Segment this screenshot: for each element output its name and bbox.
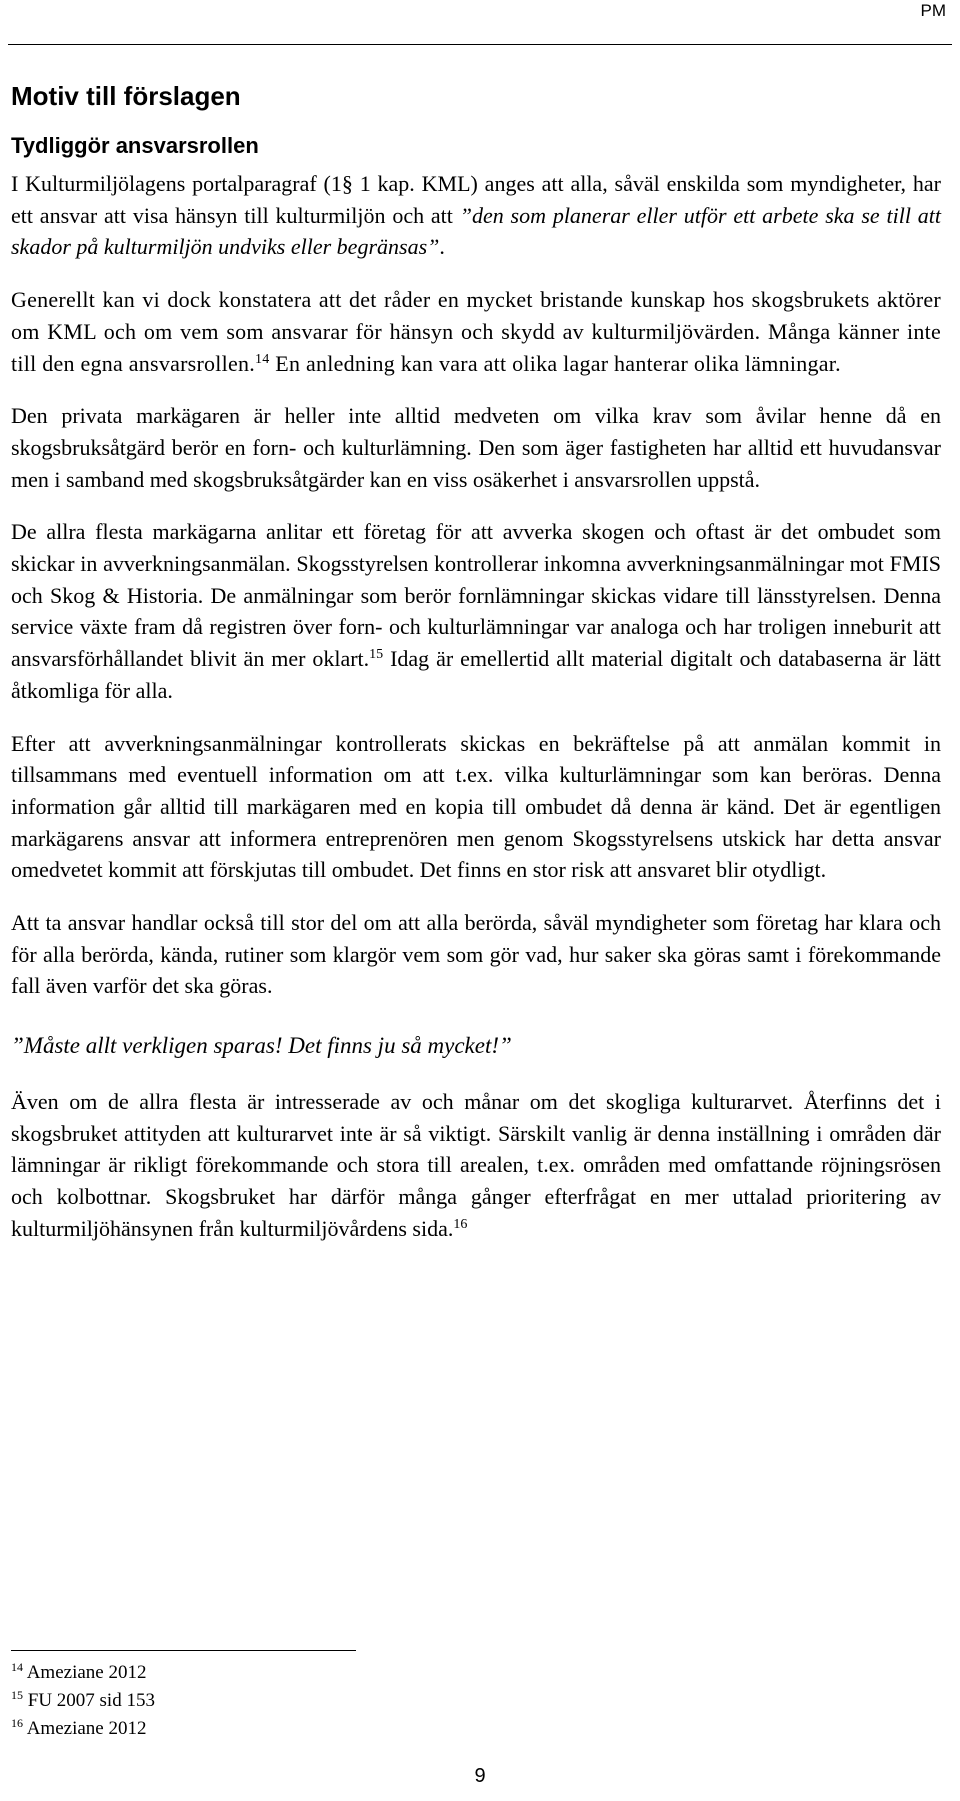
footnote-ref-14[interactable]: 14 (255, 351, 270, 367)
footnote (11, 1687, 155, 1715)
footnote-ref-16[interactable]: 16 (453, 1216, 468, 1232)
page-content (11, 80, 941, 1265)
footnote-divider (11, 1650, 356, 1651)
paragraph-6: Att ta ansvar handlar också till stor del om att alla berörda, såväl myndigheter som företag har klara och för alla berörda, kända, rutiner som klargör vem som gör vad, hur saker ska göras samt i förekommande fall även varför det ska göras. (11, 910, 941, 999)
page-number: 9 (474, 1765, 486, 1787)
paragraph-3: Den privata markägaren är heller inte alltid medveten om vilka krav som åvilar henne då en skogsbruksåtgärd berör en forn- och kulturlämning. Den som äger fastigheten har alltid ett huvudansvar men i samband med skogsbruksåtgärder kan en viss osäkerhet i ansvarsrollen uppstå. (11, 403, 941, 492)
paragraph-4-text-end: Idag är emellertid allt material digitalt och databaserna är lätt åtkomliga för alla. (11, 646, 941, 703)
paragraph-4 (11, 516, 941, 706)
paragraph-2 (11, 284, 941, 379)
footnote (11, 1659, 155, 1687)
paragraph-4-text: De allra flesta markägarna anlitar ett företag för att avverka skogen och oftast är det ombudet som skickar in avverkningsanmälan. Skogsstyrelsen kontrollerar inkomna avverkningsanmälningar mot FMIS och Skog & Historia. De anmälningar som berör fornlämningar skickas vidare till länsstyrelsen. Denna service växte fram då registren över forn- och kulturlämningar var analoga och har troligen inneburit att ansvarsförhållandet blivit än mer oklart. (11, 519, 941, 672)
header-divider (8, 44, 952, 45)
paragraph-5: Efter att avverkningsanmälningar kontrollerats skickas en bekräftelse på att anmälan kommit in tillsammans med eventuell information om att t.ex. vilka kulturlämningar som kan beröras. Denna information går alltid till markägaren med en kopia till ombudet då denna är känd. Det är egentligen markägarens ansvar att informera entreprenören men genom Skogsstyrelsens utskick har detta ansvar omedvetet kommit att förskjutas till ombudet. Det finns en stor risk att ansvaret blir otydligt. (11, 730, 941, 883)
page-header-label: PM (920, 1, 946, 20)
section-subheading: Tydliggör ansvarsrollen (11, 133, 259, 158)
paragraph-1 (11, 168, 941, 263)
footnotes (11, 1659, 155, 1743)
footnote-number: 15 (11, 1688, 23, 1702)
pull-quote: ”Måste allt verkligen sparas! Det finns ju så mycket!” (11, 1033, 512, 1059)
paragraph-2-text-end: En anledning kan vara att olika lagar hanterar olika lämningar. (269, 350, 841, 376)
paragraph-1-text: I Kulturmiljölagens portalparagraf (1§ 1 kap. KML) anges att alla, såväl enskilda som myndigheter, har ett ansvar att visa hänsyn till kulturmiljön och att (11, 171, 941, 228)
paragraph-1-quote: ”den som planerar eller utför ett arbete ska se till att skador på kulturmiljön undviks eller begränsas” (11, 202, 941, 260)
footnote-number: 16 (11, 1716, 23, 1730)
footnote-text: Ameziane 2012 (26, 1718, 147, 1739)
footnote (11, 1715, 155, 1743)
footnote-text: Ameziane 2012 (26, 1662, 147, 1683)
section-heading: Motiv till förslagen (11, 81, 241, 111)
footnote-ref-15[interactable]: 15 (369, 647, 384, 663)
footnote-number: 14 (11, 1660, 23, 1674)
paragraph-7-text: Även om de allra flesta är intresserade av och månar om det skogliga kulturarvet. Återfinns det i skogsbruket attityden att kulturarvet inte är så viktigt. Särskilt vanlig är denna inställning i områden där lämningar är rikligt förekommande och stora till arealen, t.ex. områden med omfattande röjningsrösen och kolbottnar. Skogsbruket har därför många gånger efterfrågat en mer uttalad prioritering av kulturmiljöhänsynen från kulturmiljövårdens sida. (11, 1088, 941, 1241)
paragraph-1-end: . (439, 234, 445, 260)
paragraph-7 (11, 1086, 941, 1245)
footnote-text: FU 2007 sid 153 (27, 1690, 155, 1711)
paragraph-2-text: Generellt kan vi dock konstatera att det råder en mycket bristande kunskap hos skogsbrukets aktörer om KML och om vem som ansvarar för hänsyn och skydd av kulturmiljövärden. Många känner inte till den egna ansvarsrollen. (11, 287, 941, 376)
